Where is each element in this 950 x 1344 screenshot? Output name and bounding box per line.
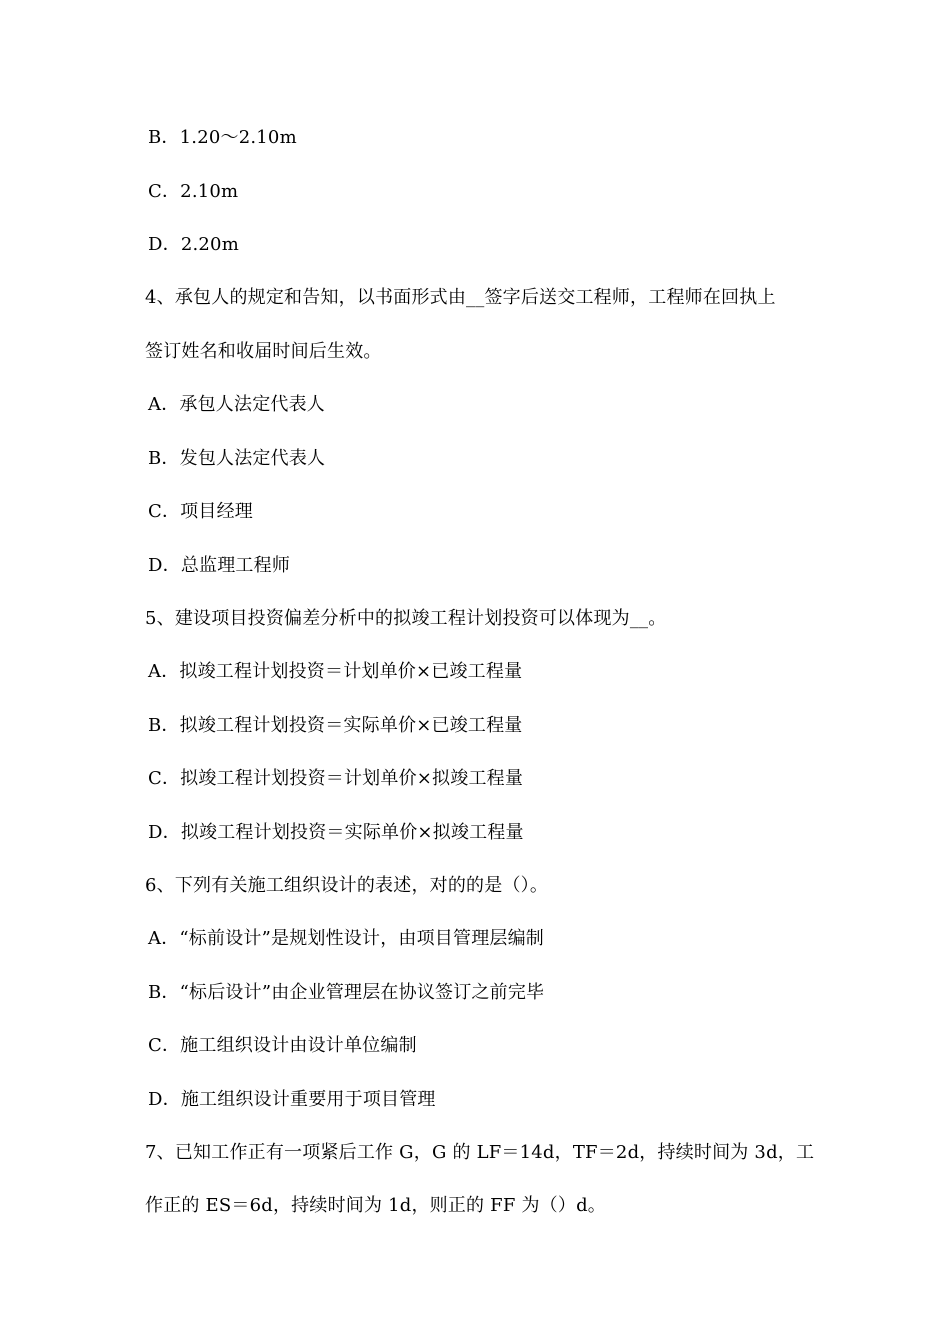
q3-option-d: D．2.20m (148, 234, 239, 255)
q6-option-d: D．施工组织设计重要用于项目管理 (148, 1089, 436, 1110)
q5-question-line-1: 5、建设项目投资偏差分析中的拟竣工程计划投资可以体现为__。 (145, 608, 667, 629)
q3-option-c: C．2.10m (148, 181, 239, 202)
q3-option-b: B．1.20～2.10m (148, 127, 297, 148)
q7-question-line-2: 作正的 ES＝6d，持续时间为 1d，则正的 FF 为（）d。 (145, 1195, 607, 1216)
q4-option-a: A．承包人法定代表人 (148, 394, 325, 415)
q6-question-line-1: 6、下列有关施工组织设计的表述，对的的是（）。 (145, 875, 549, 896)
q6-option-b: B．“标后设计”由企业管理层在协议签订之前完毕 (148, 982, 545, 1003)
q4-question-line-2: 签订姓名和收届时间后生效。 (145, 341, 382, 362)
q4-question-line-1: 4、承包人的规定和告知，以书面形式由__签字后送交工程师，工程师在回执上 (145, 287, 776, 308)
q6-option-a: A．“标前设计”是规划性设计，由项目管理层编制 (148, 928, 545, 949)
q5-option-c: C．拟竣工程计划投资＝计划单价×拟竣工程量 (148, 768, 524, 789)
q6-option-c: C．施工组织设计由设计单位编制 (148, 1035, 417, 1056)
q4-option-d: D．总监理工程师 (148, 555, 291, 576)
q5-option-a: A．拟竣工程计划投资＝计划单价×已竣工程量 (148, 661, 523, 682)
q7-question-line-1: 7、已知工作正有一项紧后工作 G，G 的 LF＝14d，TF＝2d，持续时间为 3d，工 (145, 1142, 815, 1163)
q4-option-b: B．发包人法定代表人 (148, 448, 326, 469)
q5-option-b: B．拟竣工程计划投资＝实际单价×已竣工程量 (148, 715, 523, 736)
q4-option-c: C．项目经理 (148, 501, 253, 522)
q5-option-d: D．拟竣工程计划投资＝实际单价×拟竣工程量 (148, 822, 524, 843)
